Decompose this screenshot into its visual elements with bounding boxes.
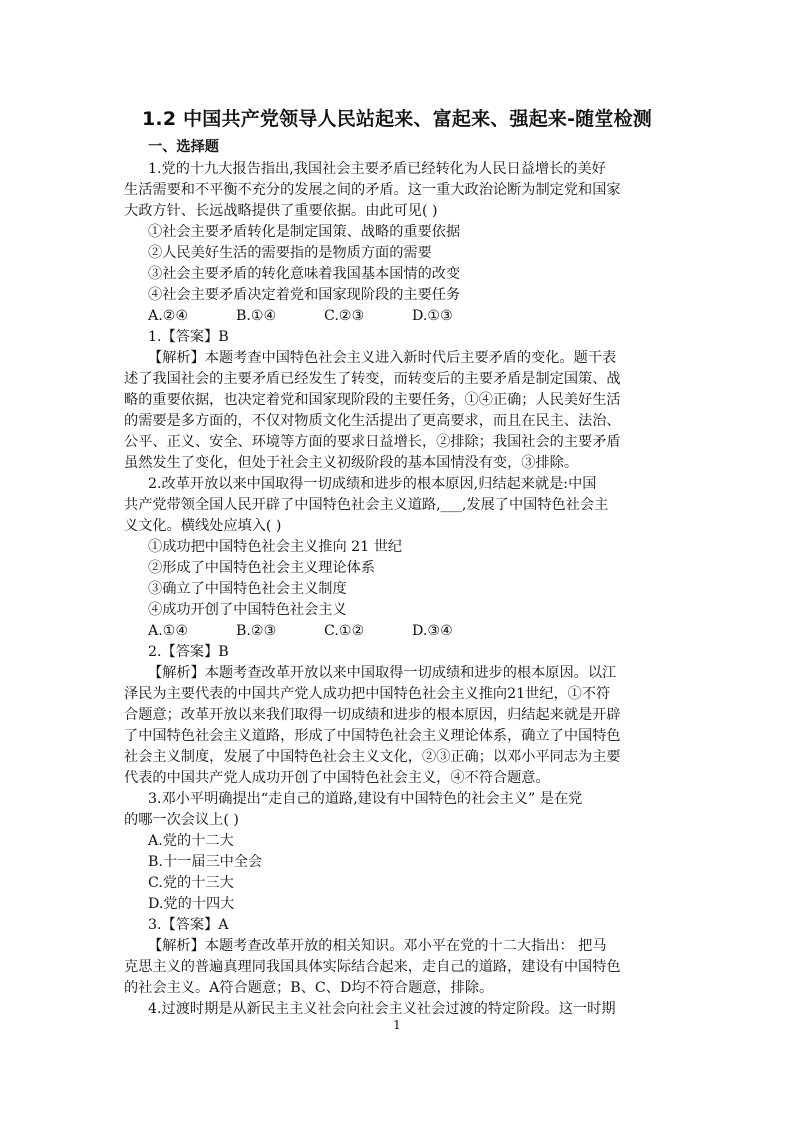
q1-item: ①社会主要矛盾转化是制定国策、战略的重要依据 xyxy=(148,224,461,240)
q2-option-b: B.②③ xyxy=(236,623,277,639)
q2-item: ④成功开创了中国特色社会主义 xyxy=(148,602,347,618)
q2-option-c: C.①② xyxy=(324,623,365,639)
q1-answer: 1.【答案】B xyxy=(148,329,229,345)
q1-item: ④社会主要矛盾决定着党和国家现阶段的主要任务 xyxy=(148,287,461,303)
q3-stem-line: 3.邓小平明确提出“走自己的道路,建设有中国特色的社会主义” 是在党 xyxy=(148,791,583,807)
q2-stem-line: 共产党带领全国人民开辟了中国特色社会主义道路,___,发展了中国特色社会主 xyxy=(124,497,609,513)
q2-item: ③确立了中国特色社会主义制度 xyxy=(148,581,347,597)
q1-option-a: A.②④ xyxy=(148,308,189,324)
q1-analysis-line: 的需要是多方面的，不仅对物质文化生活提出了更高要求，而且在民主、法治、 xyxy=(124,413,621,429)
q3-analysis-line: 的社会主义。A符合题意；B、C、D均不符合题意，排除。 xyxy=(124,980,494,996)
q2-answer: 2.【答案】B xyxy=(148,644,229,660)
q1-stem-line: 1.党的十九大报告指出,我国社会主要矛盾已经转化为人民日益增长的美好 xyxy=(148,161,606,177)
q1-item: ③社会主要矛盾的转化意味着我国基本国情的改变 xyxy=(148,266,461,282)
section-heading: 一、选择题 xyxy=(148,139,219,155)
q3-option: B.十一届三中全会 xyxy=(148,854,263,870)
q1-analysis-line: 公平、正义、安全、环境等方面的要求日益增长，②排除；我国社会的主要矛盾 xyxy=(124,434,621,450)
q3-option: D.党的十四大 xyxy=(148,896,235,912)
q1-options xyxy=(148,306,696,326)
q2-option-a: A.①④ xyxy=(148,623,189,639)
q2-analysis-line: 合题意；改革开放以来我们取得一切成绩和进步的根本原因，归结起来就是开辟 xyxy=(124,707,621,723)
q3-option: C.党的十三大 xyxy=(148,875,234,891)
q2-options xyxy=(148,621,696,641)
q1-option-c: C.②③ xyxy=(324,308,365,324)
q2-analysis-line: 社会主义制度，发展了中国特色社会主义文化，②③正确；以邓小平同志为主要 xyxy=(124,749,621,765)
q3-analysis-line: 克思主义的普遍真理同我国具体实际结合起来，走自己的道路，建设有中国特色 xyxy=(124,959,621,975)
q2-analysis-line: 代表的中国共产党人成功开创了中国特色社会主义，④不符合题意。 xyxy=(124,770,550,786)
q2-analysis-line: 【解析】本题考查改革开放以来中国取得一切成绩和进步的根本原因。以江 xyxy=(148,665,617,681)
q2-stem-line: 义文化。横线处应填入( ) xyxy=(124,518,282,534)
q2-stem-line: 2.改革开放以来中国取得一切成绩和进步的根本原因,归结起来就是:中国 xyxy=(148,476,597,492)
q1-analysis-line: 略的重要依据，也决定着党和国家现阶段的主要任务，①④正确；人民美好生活 xyxy=(124,392,621,408)
page-number: 1 xyxy=(393,1018,401,1032)
q1-analysis-line: 述了我国社会的主要矛盾已经发生了转变，而转变后的主要矛盾是制定国策、战 xyxy=(124,371,621,387)
q1-stem-line: 大政方针、长远战略提供了重要依据。由此可见( ) xyxy=(124,203,438,219)
q1-item: ②人民美好生活的需要指的是物质方面的需要 xyxy=(148,245,432,261)
q2-item: ②形成了中国特色社会主义理论体系 xyxy=(148,560,376,576)
q3-stem-line: 的哪一次会议上( ) xyxy=(124,812,239,828)
q2-analysis-line: 泽民为主要代表的中国共产党人成功把中国特色社会主义推向21世纪，①不符 xyxy=(124,686,611,702)
q4-stem-line: 4.过渡时期是从新民主主义社会向社会主义社会过渡的特定阶段。这一时期 xyxy=(148,1001,616,1017)
q2-option-d: D.③④ xyxy=(412,623,453,639)
q2-analysis-line: 了中国特色社会主义道路，形成了中国特色社会主义理论体系，确立了中国特色 xyxy=(124,728,621,744)
q3-analysis-line: 【解析】本题考查改革开放的相关知识。邓小平在党的十二大指出： 把马 xyxy=(148,938,607,954)
q3-option: A.党的十二大 xyxy=(148,833,234,849)
q1-option-d: D.①③ xyxy=(412,308,453,324)
q1-analysis-line: 【解析】本题考查中国特色社会主义进入新时代后主要矛盾的变化。题干表 xyxy=(148,350,617,366)
q1-option-b: B.①④ xyxy=(236,308,277,324)
q3-answer: 3.【答案】A xyxy=(148,917,229,933)
page-title: 1.2 中国共产党领导人民站起来、富起来、强起来-随堂检测 xyxy=(142,108,652,130)
q1-analysis-line: 虽然发生了变化，但处于社会主义初级阶段的基本国情没有变，③排除。 xyxy=(124,455,579,471)
q1-stem-line: 生活需要和不平衡不充分的发展之间的矛盾。这一重大政治论断为制定党和国家 xyxy=(124,182,621,198)
q2-item: ①成功把中国特色社会主义推向 21 世纪 xyxy=(148,539,403,555)
